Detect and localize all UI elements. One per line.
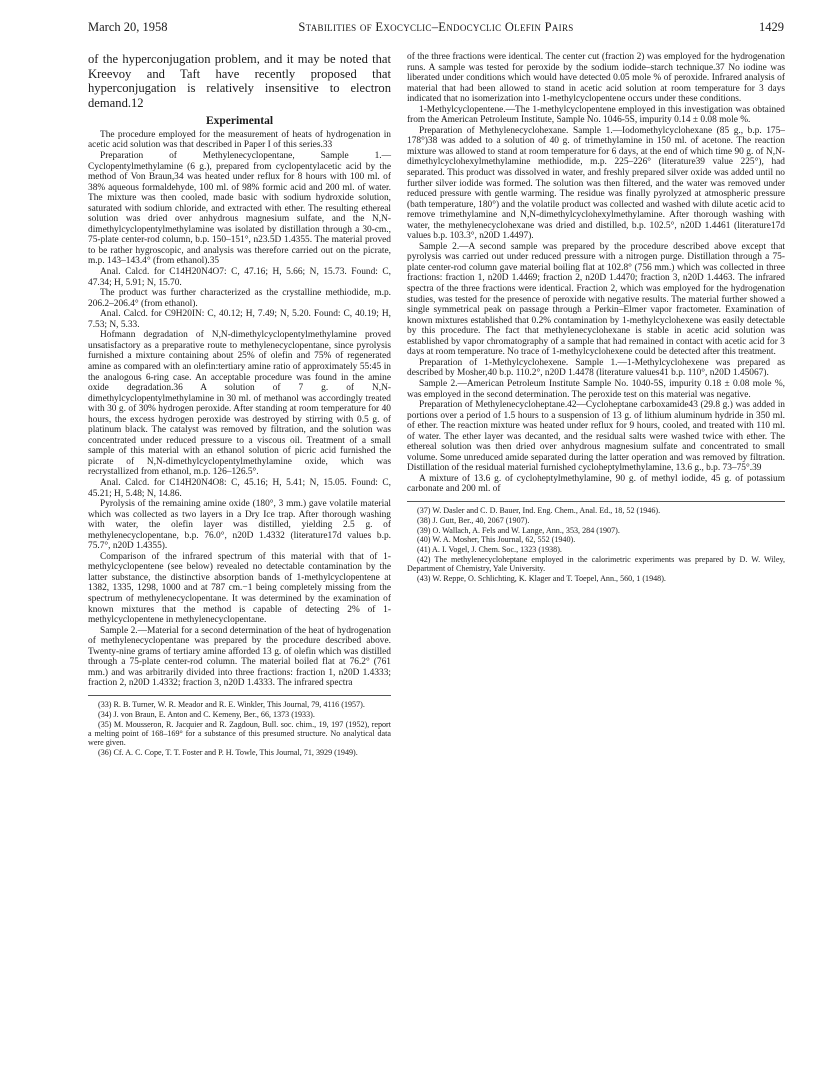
section-heading-experimental: Experimental — [205, 115, 274, 128]
paragraph: of the three fractions were identical. The center cut (fraction 2) was employed for the hydrogenation runs. A sample was tested for peroxide by the sodium iodide–starch technique.37 No iodine was liberated under conditions which would have detected 0.05 mole % of peroxide. Infrared analysis of material that had been allowed to stand in acetic acid solution at room temperature for 3 days indicated that no isomerization into 1-methylcyclopentene occurs under these conditions. — [407, 52, 785, 105]
footnote: (42) The methylenecycloheptane employed in the calorimetric experiments was prepared by D. W. Wiley, Department of Chemistry, Yale University. — [407, 554, 785, 574]
footnote: (37) W. Dasler and C. D. Bauer, Ind. Eng. Chem., Anal. Ed., 18, 52 (1946). — [417, 505, 661, 515]
paragraph: Anal. Calcd. for C14H20N4O7: C, 47.16; H, 5.66; N, 15.73. Found: C, 47.34; H, 5.91; N, 15.70. — [88, 267, 391, 288]
paragraph: Hofmann degradation of N,N-dimethylcyclopentylmethylamine proved unsatisfactory as a preparative route to methylenecyclopentane, since pyrolysis furnished a mixture containing about 25% of olefin and 75% of regenerated amine as compared with an olefin:tertiary amine ratio of approximately 55:45 in the analogous 6-ring case. An acceptable procedure was found in the amine oxide degradation.36 A solution of 7 g. of N,N-dimethylcyclopentylmethylamine in 30 ml. of methanol was accordingly treated with 30 g. of 30% hydrogen peroxide. After standing at room temperature for 40 hours, the excess hydrogen peroxide was destroyed by stirring with 0.5 g. of platinum black. The catalyst was removed by filtration, and the solution was concentrated under reduced pressure to a viscous oil. Treatment of a small sample of this material with an ethanol solution of picric acid furnished the picrate of N,N-dimethylcyclopentylmethylamine oxide, which was recrystallized from ethanol, m.p. 126–126.5°. — [88, 330, 391, 478]
footnotes-left — [88, 695, 391, 757]
paragraph: Preparation of 1-Methylcyclohexene. Sample 1.—1-Methylcyclohexene was prepared as described by Mosher,40 b.p. 110.2°, n20D 1.4478 (literature values41 b.p. 110°, n20D 1.45067). — [407, 357, 785, 379]
paragraph: Sample 2.—A second sample was prepared by the procedure described above except that pyrolysis was carried out under reduced pressure with a nitrogen purge. Distillation through a 75-plate center-rod column gave material boiling flat at 102.8° (756 mm.) which was collected in three fractions: fraction 1, n20D 1.4469; fraction 2, n20D 1.4470; fraction 3, n20D 1.4463. The infrared spectra of the three fractions were identical. Fraction 2, which was employed for the hydrogenation studies, was tested for the presence of peroxide with negative results. The material further showed a single symmetrical peak on passage through a Perkin–Elmer vapor fractometer. Examination of known mixtures established that 0.2% contamination by 1-methylcyclohexene was easily detectable by this procedure. The fact that methylenecyclohexane is stable in acetic acid solution was established by vapor chromatography of a sample that had remained in contact with acetic acid for 3 days at room temperature. No trace of 1-methylcyclohexene could be detected after this treatment. — [407, 241, 785, 358]
footnote: (38) J. Gutt, Ber., 40, 2067 (1907). — [417, 515, 530, 525]
paragraph: Comparison of the infrared spectrum of this material with that of 1-methylcyclopentene (see below) revealed no detectable contamination by the latter substance, the distinctive absorption bands of 1-methylcyclopentene at 1382, 1335, 1298, 1000 and at 787 cm.−1 being completely missing from the spectrum of methylenecyclopentane. It was determined by the examination of known mixtures that the method is capable of detecting 2% of 1-methylcyclopentene in methylenecyclopentane. — [88, 551, 391, 626]
page-number: 1429 — [759, 20, 784, 34]
footnote: (41) A. I. Vogel, J. Chem. Soc., 1323 (1938). — [417, 545, 562, 555]
header-date: March 20, 1958 — [88, 20, 168, 34]
footnote: (36) Cf. A. C. Cope, T. T. Foster and P. H. Towle, This Journal, 71, 3929 (1949). — [98, 747, 358, 757]
footnote: (33) R. B. Turner, W. R. Meador and R. E. Winkler, This Journal, 79, 4116 (1957). — [98, 699, 365, 709]
paragraph: Pyrolysis of the remaining amine oxide (180°, 3 mm.) gave volatile material which was collected as two layers in a Dry Ice trap. After thorough washing with water, the olefin layer was distilled, yielding 2.5 g. of methylenecyclopentane, b.p. 76.0°, n20D 1.4332 (literature17d values b.p. 75.7°, n20D 1.4355). — [88, 499, 391, 552]
footnote: (39) O. Wallach, A. Fels and W. Lange, Ann., 353, 284 (1907). — [417, 525, 620, 535]
footnotes-right — [407, 501, 785, 583]
footnote: (40) W. A. Mosher, This Journal, 62, 552 (1940). — [417, 535, 576, 545]
paragraph: Preparation of Methylenecyclopentane, Sample 1.—Cyclopentylmethylamine (6 g.), prepared from cyclopentylacetic acid by the method of Von Braun,34 was heated under reflux for 8 hours with 100 ml. of 38% aqueous formaldehyde, 100 ml. of 98% formic acid and 200 ml. of water. The mixture was then cooled, made basic with sodium hydroxide solution, saturated with sodium chloride, and extracted with ether. The resulting ethereal solution was dried over anhydrous magnesium sulfate, and the N,N-dimethylcyclopentylmethylamine was isolated by distillation through a 30-cm., 75-plate center-rod column, b.p. 150–151°, n23.5D 1.4355. The material proved to be rather hygroscopic, and analysis was therefore carried out on the picrate, m.p. 143–143.4° (from ethanol).35 — [88, 151, 391, 267]
left-column — [88, 52, 391, 758]
running-header — [88, 20, 784, 38]
paragraph: The procedure employed for the measurement of heats of hydrogenation in acetic acid solution was that described in Paper I of this series.33 — [88, 129, 391, 151]
footnote: (43) W. Reppe, O. Schlichting, K. Klager and T. Toepel, Ann., 560, 1 (1948). — [417, 574, 666, 584]
paragraph: 1-Methylcyclopentene.—The 1-methylcyclopentene employed in this investigation was obtained from the American Petroleum Institute, Sample No. 1046-5S, impurity 0.14 ± 0.08 mole %. — [407, 104, 785, 126]
right-column — [407, 52, 785, 584]
paragraph: Sample 2.—American Petroleum Institute Sample No. 1040-5S, impurity 0.18 ± 0.08 mole %, was employed in the second determination. The peroxide test on this material was negative. — [407, 378, 785, 400]
paragraph: A mixture of 13.6 g. of cycloheptylmethylamine, 90 g. of methyl iodide, 45 g. of potassium carbonate and 200 ml. of — [407, 473, 785, 495]
paragraph: Anal. Calcd. for C14H20N4O8: C, 45.16; H, 5.41; N, 15.05. Found: C, 45.21; H, 5.48; N, 14.86. — [88, 477, 391, 499]
paragraph: The product was further characterized as the crystalline methiodide, m.p. 206.2–206.4° (from ethanol). — [88, 288, 391, 309]
header-title: Stabilities of Exocyclic–Endocyclic Olefin Pairs — [298, 20, 574, 34]
paragraph: Sample 2.—Material for a second determination of the heat of hydrogenation of methylenecyclopentane was prepared by the procedure described above. Twenty-nine grams of tertiary amine afforded 13 g. of olefin which was distilled through a 75-plate center-rod column. The material boiled flat at 76.2° (761 mm.) and was arbitrarily divided into three fractions: fraction 1, n20D 1.4333; fraction 2, n20D 1.4332; fraction 3, n20D 1.4333. The infrared spectra — [88, 625, 391, 689]
paragraph: Preparation of Methylenecyclohexane. Sample 1.—Iodomethylcyclohexane (85 g., b.p. 175–178°)38 was added to a solution of 40 g. of trimethylamine in 150 ml. of acetone. The reaction mixture was allowed to stand at room temperature for 6 days, at the end of which time 90 g. of N,N-dimethylcyclohexylmethylamine methiodide, m.p. 225–226° (literature39 value 225°), had separated. This product was dissolved in water, and freshly prepared silver oxide was added until no further silver iodide was formed. The solution was then filtered, and the water was removed under reduced pressure with gentle warming. The residue was finally pyrolyzed at atmospheric pressure (bath temperature, 180°) and the volatile product was collected and washed with dilute acetic acid to remove trimethylamine and N,N-dimethylcyclohexylmethylamine. After thorough washing with water, the methylenecyclohexane was dried and distilled, b.p. 102.5°, n20D 1.4461 (literature17d values b.p. 103.3°, n20D 1.4497). — [407, 125, 785, 242]
paragraph: Preparation of Methylenecycloheptane.42—Cycloheptane carboxamide43 (29.8 g.) was added in portions over a period of 1.5 hours to a suspension of 13 g. of lithium aluminum hydride in 350 ml. of ether. The reaction mixture was heated under reflux for 9 hours, cooled, and treated with 110 ml. of water. The ether layer was decanted, and the residual salts were washed twice with ether. The ethereal solution was then dried over anhydrous magnesium sulfate and concentrated to small volume. Some unreduced amide separated during the latter operation and was removed by filtration. Distillation of the residual material furnished cycloheptylmethylamine, 13.6 g., b.p. 73–75°.39 — [407, 400, 785, 474]
paragraph: Anal. Calcd. for C9H20IN: C, 40.12; H, 7.49; N, 5.20. Found: C, 40.19; H, 7.53; N, 5.33. — [88, 309, 391, 330]
footnote: (34) J. von Braun, E. Anton and C. Kemeny, Ber., 66, 1373 (1933). — [98, 709, 315, 719]
footnote: (35) M. Mousseron, R. Jacquier and R. Zagdoun, Bull. soc. chim., 19, 197 (1952), report a melting point of 168–169° for a substance of this presumed structure. No analytical data were given. — [88, 719, 391, 748]
lead-paragraph: of the hyperconjugation problem, and it may be noted that Kreevoy and Taft have recently proposed that hyperconjugation is relatively insensitive to electron demand.12 — [88, 52, 391, 110]
